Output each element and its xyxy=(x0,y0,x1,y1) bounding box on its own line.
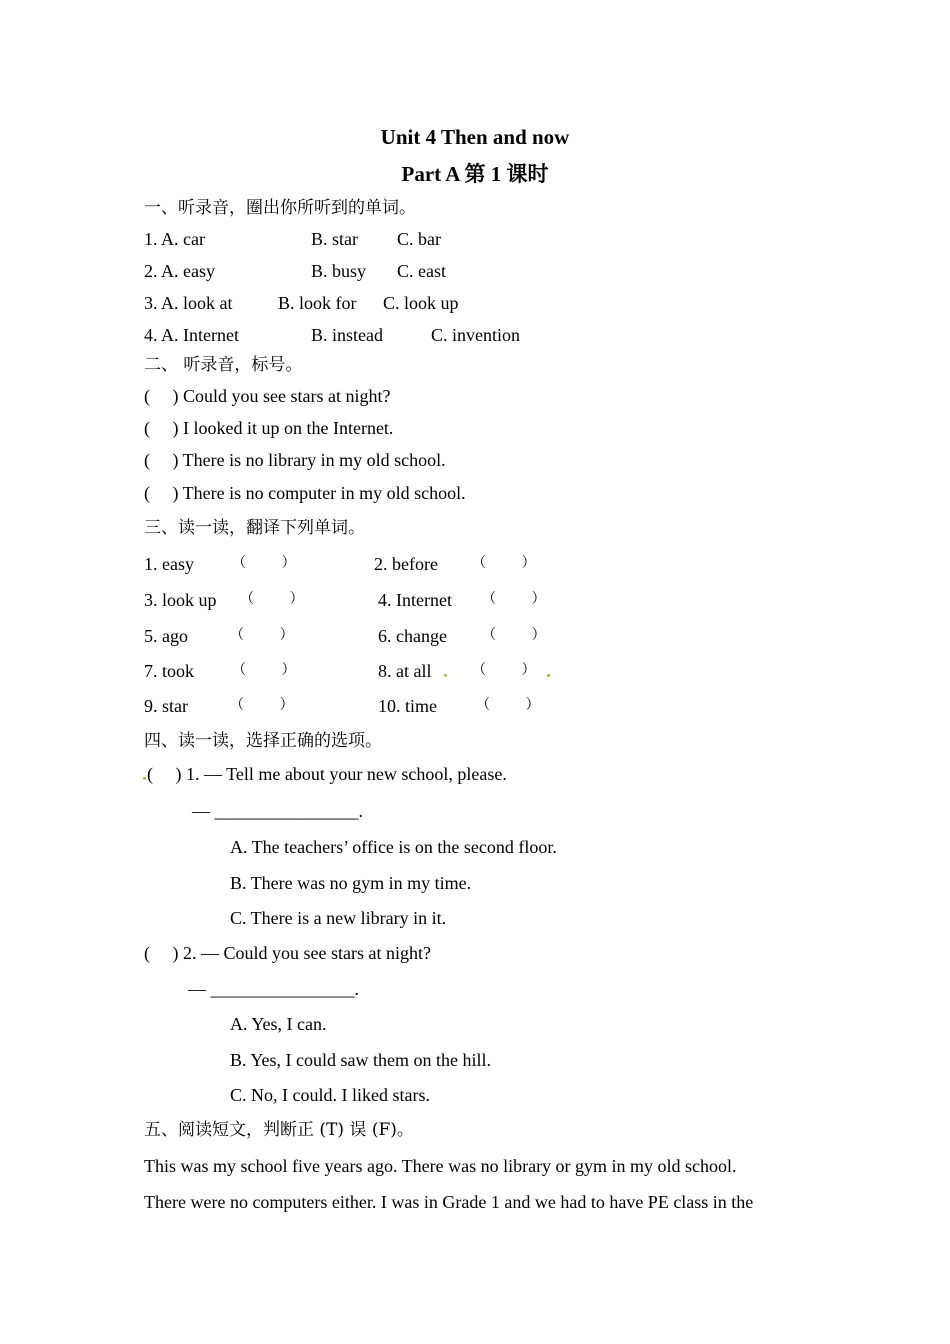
s1-row2-b: B. busy xyxy=(311,261,367,281)
s4-q1-question: ( ) 1. — Tell me about your new school, please. xyxy=(147,764,507,784)
s4-q1-option-b: B. There was no gym in my time. xyxy=(230,873,472,893)
s2-item2: ( ) I looked it up on the Internet. xyxy=(144,418,394,438)
s3-blank8: （ ） xyxy=(472,662,536,678)
page-subtitle: Part A 第 1 课时 xyxy=(401,162,549,186)
page-title: Unit 4 Then and now xyxy=(380,125,570,149)
s3-blank2: （ ） xyxy=(472,555,536,571)
s3-word7: 7. took xyxy=(144,661,195,681)
s1-row1-c: C. bar xyxy=(397,229,441,249)
s4-q2-option-a: A. Yes, I can. xyxy=(230,1014,327,1034)
s1-row1-a: 1. A. car xyxy=(144,229,205,249)
s3-word1: 1. easy xyxy=(144,554,194,574)
s3-word8: 8. at all xyxy=(378,661,432,681)
s3-word4: 4. Internet xyxy=(378,590,452,610)
s2-item4: ( ) There is no computer in my old school. xyxy=(144,483,466,503)
s1-row3-c: C. look up xyxy=(383,293,459,313)
s4-q2-option-b: B. Yes, I could saw them on the hill. xyxy=(230,1050,491,1070)
s3-blank5: （ ） xyxy=(230,627,294,643)
s3-blank9: （ ） xyxy=(230,697,294,713)
section2-heading: 二、 听录音，标号。 xyxy=(144,355,303,375)
section3-heading: 三、读一读，翻译下列单词。 xyxy=(144,518,365,538)
s3-word9: 9. star xyxy=(144,696,188,716)
s3-blank10: （ ） xyxy=(476,697,540,713)
s3-blank6: （ ） xyxy=(482,627,546,643)
mark-dot xyxy=(143,777,146,780)
s1-row3-b: B. look for xyxy=(278,293,357,313)
s1-row2-c: C. east xyxy=(397,261,446,281)
s3-blank4: （ ） xyxy=(482,591,546,607)
s4-q2-question: ( ) 2. — Could you see stars at night? xyxy=(144,943,431,963)
s3-word3: 3. look up xyxy=(144,590,217,610)
s2-item3: ( ) There is no library in my old school. xyxy=(144,450,446,470)
s4-q1-answer-line: — ________________. xyxy=(192,801,363,821)
s2-item1: ( ) Could you see stars at night? xyxy=(144,386,391,406)
s3-word10: 10. time xyxy=(378,696,437,716)
s4-q2-option-c: C. No, I could. I liked stars. xyxy=(230,1085,430,1105)
s4-q2-answer-line: — ________________. xyxy=(188,979,359,999)
s3-blank1: （ ） xyxy=(232,555,296,571)
s4-q1-option-a: A. The teachers’ office is on the second floor. xyxy=(230,837,557,857)
s1-row4-a: 4. A. Internet xyxy=(144,325,239,345)
s5-line2: There were no computers either. I was in Grade 1 and we had to have PE class in the xyxy=(144,1192,754,1212)
s3-blank3: （ ） xyxy=(240,591,304,607)
mark-dot xyxy=(547,674,550,677)
s1-row4-c: C. invention xyxy=(431,325,520,345)
s1-row4-b: B. instead xyxy=(311,325,383,345)
s1-row3-a: 3. A. look at xyxy=(144,293,233,313)
s4-q1-option-c: C. There is a new library in it. xyxy=(230,908,447,928)
s3-word5: 5. ago xyxy=(144,626,188,646)
section5-heading: 五、阅读短文，判断正 (T) 误 (F)。 xyxy=(144,1120,414,1140)
section4-heading: 四、读一读，选择正确的选项。 xyxy=(144,731,382,751)
s1-row1-b: B. star xyxy=(311,229,358,249)
s5-line1: This was my school five years ago. There was no library or gym in my old school. xyxy=(144,1156,737,1176)
s3-word6: 6. change xyxy=(378,626,447,646)
section1-heading: 一、听录音，圈出你所听到的单词。 xyxy=(144,198,416,218)
s1-row2-a: 2. A. easy xyxy=(144,261,215,281)
mark-dot xyxy=(444,674,447,677)
s3-word2: 2. before xyxy=(374,554,438,574)
s3-blank7: （ ） xyxy=(232,662,296,678)
